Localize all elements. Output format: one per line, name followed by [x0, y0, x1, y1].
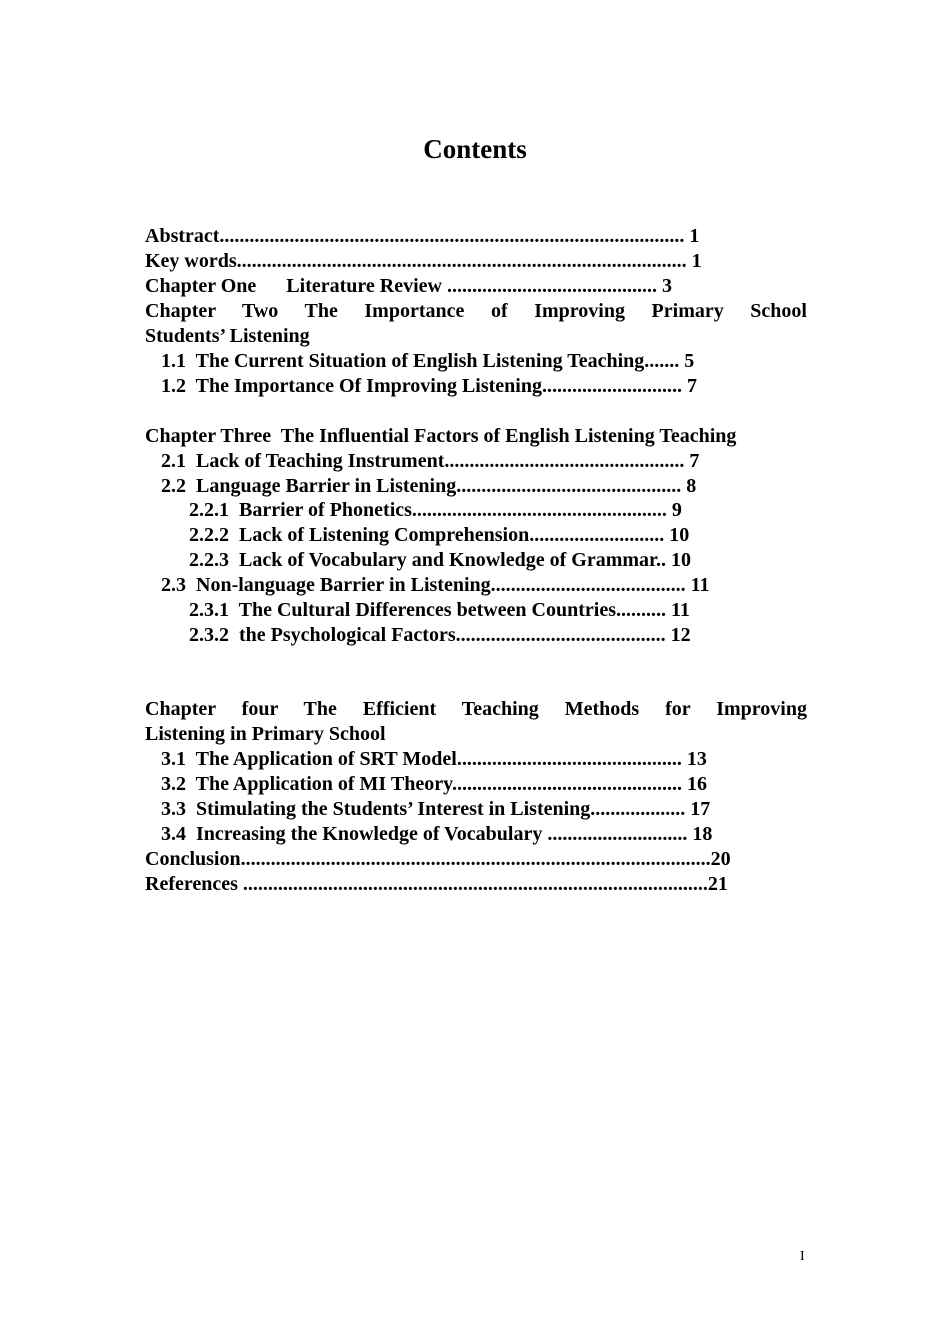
toc-entry-2-3: 2.3 Non-language Barrier in Listening....................................... 11	[161, 574, 710, 596]
toc-entry-references: References .............................................................................................21	[145, 873, 728, 895]
toc-entry-1-1: 1.1 The Current Situation of English Listening Teaching....... 5	[161, 350, 695, 372]
toc-entry-3-4: 3.4 Increasing the Knowledge of Vocabulary ............................ 18	[161, 823, 713, 845]
toc-entry-chapter-four-cont: Listening in Primary School	[145, 723, 386, 745]
toc-entry-1-2: 1.2 The Importance Of Improving Listening............................ 7	[161, 375, 697, 397]
toc-entry-2-2-1: 2.2.1 Barrier of Phonetics................................................... 9	[189, 499, 682, 521]
toc-entry-3-1: 3.1 The Application of SRT Model............................................. 13	[161, 748, 707, 770]
toc-entry-abstract: Abstract............................................................................................. 1	[145, 225, 700, 247]
toc-entry-2-2-2: 2.2.2 Lack of Listening Comprehension........................... 10	[189, 524, 690, 546]
toc-entry-key-words: Key words.......................................................................................... 1	[145, 250, 702, 272]
page-number: I	[800, 1249, 805, 1264]
toc-entry-2-1: 2.1 Lack of Teaching Instrument................................................ 7	[161, 450, 700, 472]
toc-entry-3-2: 3.2 The Application of MI Theory.............................................. 16	[161, 773, 707, 795]
toc-entry-chapter-three: Chapter Three The Influential Factors of English Listening Teaching	[145, 425, 737, 447]
toc-entry-chapter-four: Chapter four The Efficient Teaching Methods for Improving	[145, 698, 807, 720]
toc-entry-2-2-3: 2.2.3 Lack of Vocabulary and Knowledge of Grammar.. 10	[189, 549, 692, 571]
toc-entry-conclusion: Conclusion..............................................................................................20	[145, 848, 731, 870]
toc-entry-chapter-one: Chapter One Literature Review .......................................... 3	[145, 275, 672, 297]
toc-entry-3-3: 3.3 Stimulating the Students’ Interest in Listening................... 17	[161, 798, 711, 820]
page-title: Contents	[423, 134, 527, 164]
toc-entry-chapter-two: Chapter Two The Importance of Improving Primary School	[145, 300, 807, 322]
toc-entry-2-2: 2.2 Language Barrier in Listening............................................. 8	[161, 475, 697, 497]
toc-entry-2-3-1: 2.3.1 The Cultural Differences between Countries.......... 11	[189, 599, 690, 621]
toc-entry-chapter-two-cont: Students’ Listening	[145, 325, 310, 347]
toc-entry-2-3-2: 2.3.2 the Psychological Factors.......................................... 12	[189, 624, 691, 646]
